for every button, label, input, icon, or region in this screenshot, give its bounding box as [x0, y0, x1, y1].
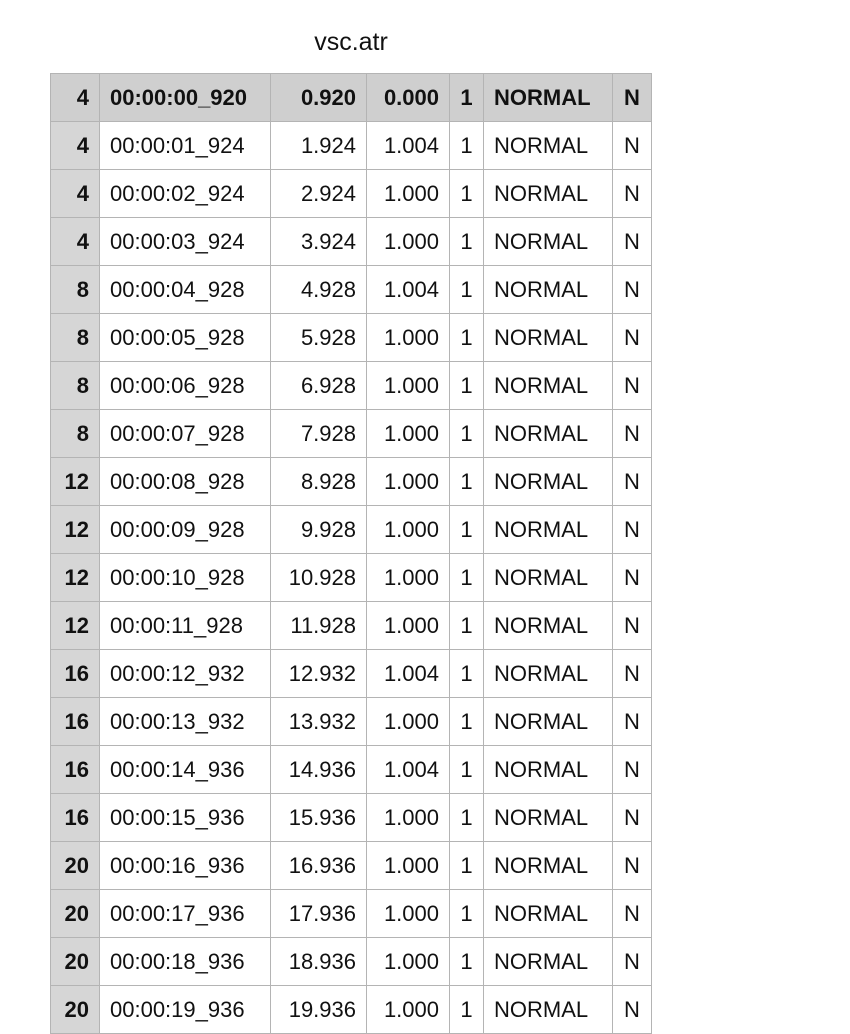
cell-code[interactable]: N	[613, 554, 652, 602]
table-row	[51, 890, 652, 938]
cell-count[interactable]: 1	[450, 266, 484, 314]
cell-time[interactable]: 4.928	[271, 266, 367, 314]
cell-status[interactable]: NORMAL	[484, 266, 613, 314]
cell-time[interactable]: 1.924	[271, 122, 367, 170]
cell-time[interactable]: 19.936	[271, 986, 367, 1034]
cell-count[interactable]: 1	[450, 170, 484, 218]
cell-time[interactable]: 2.924	[271, 170, 367, 218]
cell-interval[interactable]: 1.004	[367, 122, 450, 170]
cell-code[interactable]: N	[613, 506, 652, 554]
cell-status[interactable]: NORMAL	[484, 554, 613, 602]
cell-time[interactable]: 13.932	[271, 698, 367, 746]
cell-count[interactable]: 1	[450, 506, 484, 554]
cell-timestamp[interactable]: 00:00:04_928	[100, 266, 271, 314]
cell-status[interactable]: NORMAL	[484, 794, 613, 842]
table-row	[51, 410, 652, 458]
cell-timestamp[interactable]: 00:00:01_924	[100, 122, 271, 170]
table-row	[51, 842, 652, 890]
cell-code[interactable]: N	[613, 890, 652, 938]
header-cell-code[interactable]: N	[613, 74, 652, 122]
header-cell-time[interactable]: 0.920	[271, 74, 367, 122]
cell-status[interactable]: NORMAL	[484, 458, 613, 506]
table-row	[51, 746, 652, 794]
cell-id[interactable]: 12	[51, 506, 100, 554]
cell-count[interactable]: 1	[450, 794, 484, 842]
cell-status[interactable]: NORMAL	[484, 842, 613, 890]
table-row	[51, 602, 652, 650]
cell-interval[interactable]: 1.000	[367, 794, 450, 842]
cell-timestamp[interactable]: 00:00:07_928	[100, 410, 271, 458]
cell-status[interactable]: NORMAL	[484, 362, 613, 410]
cell-count[interactable]: 1	[450, 410, 484, 458]
cell-id[interactable]: 4	[51, 218, 100, 266]
cell-id[interactable]: 8	[51, 266, 100, 314]
table-row	[51, 170, 652, 218]
cell-code[interactable]: N	[613, 122, 652, 170]
cell-timestamp[interactable]: 00:00:19_936	[100, 986, 271, 1034]
cell-status[interactable]: NORMAL	[484, 602, 613, 650]
cell-interval[interactable]: 1.000	[367, 698, 450, 746]
cell-code[interactable]: N	[613, 218, 652, 266]
cell-timestamp[interactable]: 00:00:10_928	[100, 554, 271, 602]
cell-interval[interactable]: 1.004	[367, 266, 450, 314]
table-body	[51, 74, 652, 1034]
cell-id[interactable]: 12	[51, 602, 100, 650]
header-cell-count[interactable]: 1	[450, 74, 484, 122]
cell-code[interactable]: N	[613, 362, 652, 410]
cell-id[interactable]: 16	[51, 794, 100, 842]
table-row	[51, 362, 652, 410]
cell-time[interactable]: 3.924	[271, 218, 367, 266]
cell-code[interactable]: N	[613, 698, 652, 746]
cell-code[interactable]: N	[613, 650, 652, 698]
cell-count[interactable]: 1	[450, 890, 484, 938]
cell-count[interactable]: 1	[450, 314, 484, 362]
cell-interval[interactable]: 1.000	[367, 842, 450, 890]
table-header-row	[51, 74, 652, 122]
header-cell-status[interactable]: NORMAL	[484, 74, 613, 122]
cell-count[interactable]: 1	[450, 554, 484, 602]
cell-interval[interactable]: 1.000	[367, 362, 450, 410]
cell-time[interactable]: 16.936	[271, 842, 367, 890]
cell-count[interactable]: 1	[450, 602, 484, 650]
cell-timestamp[interactable]: 00:00:02_924	[100, 170, 271, 218]
cell-timestamp[interactable]: 00:00:18_936	[100, 938, 271, 986]
cell-id[interactable]: 8	[51, 362, 100, 410]
cell-interval[interactable]: 1.000	[367, 314, 450, 362]
cell-time[interactable]: 8.928	[271, 458, 367, 506]
cell-interval[interactable]: 1.004	[367, 746, 450, 794]
cell-time[interactable]: 15.936	[271, 794, 367, 842]
cell-interval[interactable]: 1.000	[367, 602, 450, 650]
cell-id[interactable]: 8	[51, 314, 100, 362]
cell-count[interactable]: 1	[450, 218, 484, 266]
table-row	[51, 314, 652, 362]
cell-status[interactable]: NORMAL	[484, 746, 613, 794]
cell-interval[interactable]: 1.000	[367, 506, 450, 554]
cell-id[interactable]: 12	[51, 458, 100, 506]
cell-timestamp[interactable]: 00:00:06_928	[100, 362, 271, 410]
cell-count[interactable]: 1	[450, 986, 484, 1034]
cell-time[interactable]: 6.928	[271, 362, 367, 410]
cell-id[interactable]: 4	[51, 122, 100, 170]
table-row	[51, 266, 652, 314]
cell-id[interactable]: 20	[51, 890, 100, 938]
sheet-title: vsc.atr	[314, 28, 388, 56]
data-table	[50, 73, 652, 1034]
table-row	[51, 650, 652, 698]
cell-status[interactable]: NORMAL	[484, 698, 613, 746]
cell-timestamp[interactable]: 00:00:05_928	[100, 314, 271, 362]
cell-code[interactable]: N	[613, 170, 652, 218]
cell-status[interactable]: NORMAL	[484, 986, 613, 1034]
cell-timestamp[interactable]: 00:00:11_928	[100, 602, 271, 650]
cell-timestamp[interactable]: 00:00:12_932	[100, 650, 271, 698]
table-row	[51, 986, 652, 1034]
cell-code[interactable]: N	[613, 986, 652, 1034]
cell-status[interactable]: NORMAL	[484, 938, 613, 986]
cell-id[interactable]: 20	[51, 986, 100, 1034]
cell-timestamp[interactable]: 00:00:16_936	[100, 842, 271, 890]
header-cell-timestamp[interactable]: 00:00:00_920	[100, 74, 271, 122]
cell-time[interactable]: 12.932	[271, 650, 367, 698]
cell-status[interactable]: NORMAL	[484, 410, 613, 458]
cell-code[interactable]: N	[613, 458, 652, 506]
cell-code[interactable]: N	[613, 746, 652, 794]
cell-time[interactable]: 18.936	[271, 938, 367, 986]
cell-timestamp[interactable]: 00:00:08_928	[100, 458, 271, 506]
cell-id[interactable]: 8	[51, 410, 100, 458]
cell-id[interactable]: 4	[51, 170, 100, 218]
cell-time[interactable]: 11.928	[271, 602, 367, 650]
cell-id[interactable]: 16	[51, 746, 100, 794]
cell-count[interactable]: 1	[450, 650, 484, 698]
cell-time[interactable]: 10.928	[271, 554, 367, 602]
cell-count[interactable]: 1	[450, 938, 484, 986]
header-cell-interval[interactable]: 0.000	[367, 74, 450, 122]
cell-code[interactable]: N	[613, 410, 652, 458]
cell-time[interactable]: 17.936	[271, 890, 367, 938]
cell-status[interactable]: NORMAL	[484, 170, 613, 218]
cell-status[interactable]: NORMAL	[484, 122, 613, 170]
table-row	[51, 794, 652, 842]
cell-interval[interactable]: 1.000	[367, 554, 450, 602]
header-cell-id[interactable]: 4	[51, 74, 100, 122]
table-row	[51, 218, 652, 266]
cell-status[interactable]: NORMAL	[484, 650, 613, 698]
cell-interval[interactable]: 1.000	[367, 458, 450, 506]
cell-interval[interactable]: 1.000	[367, 410, 450, 458]
cell-time[interactable]: 9.928	[271, 506, 367, 554]
cell-count[interactable]: 1	[450, 842, 484, 890]
cell-time[interactable]: 14.936	[271, 746, 367, 794]
cell-interval[interactable]: 1.000	[367, 890, 450, 938]
cell-status[interactable]: NORMAL	[484, 506, 613, 554]
cell-count[interactable]: 1	[450, 458, 484, 506]
cell-id[interactable]: 12	[51, 554, 100, 602]
cell-code[interactable]: N	[613, 266, 652, 314]
cell-id[interactable]: 20	[51, 938, 100, 986]
cell-interval[interactable]: 1.000	[367, 218, 450, 266]
cell-id[interactable]: 16	[51, 698, 100, 746]
cell-interval[interactable]: 1.004	[367, 650, 450, 698]
cell-timestamp[interactable]: 00:00:14_936	[100, 746, 271, 794]
cell-status[interactable]: NORMAL	[484, 218, 613, 266]
table-row	[51, 506, 652, 554]
cell-timestamp[interactable]: 00:00:15_936	[100, 794, 271, 842]
cell-interval[interactable]: 1.000	[367, 986, 450, 1034]
table-row	[51, 458, 652, 506]
table-row	[51, 554, 652, 602]
cell-id[interactable]: 16	[51, 650, 100, 698]
cell-status[interactable]: NORMAL	[484, 314, 613, 362]
cell-code[interactable]: N	[613, 602, 652, 650]
cell-time[interactable]: 5.928	[271, 314, 367, 362]
cell-code[interactable]: N	[613, 794, 652, 842]
cell-time[interactable]: 7.928	[271, 410, 367, 458]
cell-id[interactable]: 20	[51, 842, 100, 890]
cell-count[interactable]: 1	[450, 122, 484, 170]
cell-code[interactable]: N	[613, 938, 652, 986]
cell-timestamp[interactable]: 00:00:09_928	[100, 506, 271, 554]
cell-interval[interactable]: 1.000	[367, 938, 450, 986]
table-row	[51, 938, 652, 986]
cell-interval[interactable]: 1.000	[367, 170, 450, 218]
cell-count[interactable]: 1	[450, 746, 484, 794]
cell-code[interactable]: N	[613, 314, 652, 362]
cell-status[interactable]: NORMAL	[484, 890, 613, 938]
cell-code[interactable]: N	[613, 842, 652, 890]
cell-timestamp[interactable]: 00:00:03_924	[100, 218, 271, 266]
cell-count[interactable]: 1	[450, 698, 484, 746]
table-row	[51, 122, 652, 170]
cell-count[interactable]: 1	[450, 362, 484, 410]
table-row	[51, 698, 652, 746]
cell-timestamp[interactable]: 00:00:13_932	[100, 698, 271, 746]
cell-timestamp[interactable]: 00:00:17_936	[100, 890, 271, 938]
